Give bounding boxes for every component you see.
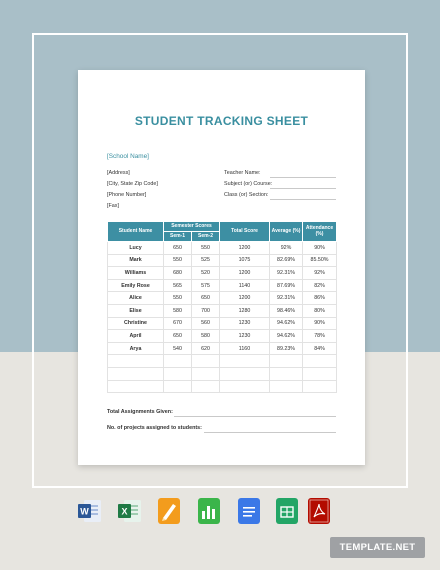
- cell-average: [270, 380, 303, 393]
- header-sem2: Sem-2: [192, 232, 220, 242]
- fax-line: [Fax]: [107, 203, 119, 209]
- pages-icon[interactable]: [158, 498, 180, 524]
- table-row: [108, 304, 337, 317]
- address-line: [Address]: [107, 170, 130, 176]
- cell-name: Arya: [108, 342, 164, 355]
- cell-sem2: 525: [192, 254, 220, 267]
- cell-sem1: 680: [164, 267, 192, 280]
- cell-total: 1230: [220, 317, 270, 330]
- cell-attendance: [303, 367, 337, 380]
- cell-total: [220, 367, 270, 380]
- assignments-field: [174, 416, 336, 417]
- subject-field: [270, 188, 336, 189]
- excel-icon[interactable]: [118, 498, 140, 524]
- projects-field: [204, 432, 336, 433]
- cell-total: 1200: [220, 267, 270, 280]
- cell-average: 89.23%: [270, 342, 303, 355]
- cell-sem1: 565: [164, 279, 192, 292]
- projects-label: No. of projects assigned to students:: [107, 425, 202, 431]
- cell-attendance: [303, 380, 337, 393]
- svg-text:X: X: [121, 506, 128, 517]
- cell-name: [108, 355, 164, 368]
- assignments-label: Total Assignments Given:: [107, 409, 173, 415]
- cell-name: Elise: [108, 304, 164, 317]
- pdf-icon[interactable]: [308, 498, 330, 524]
- cell-name: Emily Rose: [108, 279, 164, 292]
- table-row: [108, 330, 337, 343]
- header-average: Average (%): [270, 222, 303, 242]
- cell-attendance: 90%: [303, 242, 337, 255]
- cell-sem2: [192, 367, 220, 380]
- app-icons-row: [0, 498, 440, 526]
- svg-text:W: W: [80, 506, 89, 517]
- cell-sem1: 540: [164, 342, 192, 355]
- cell-attendance: 90%: [303, 317, 337, 330]
- student-table: [107, 221, 337, 393]
- cell-total: [220, 355, 270, 368]
- table-row: [108, 317, 337, 330]
- cell-name: Lucy: [108, 242, 164, 255]
- cell-total: 1230: [220, 330, 270, 343]
- cell-sem1: 580: [164, 304, 192, 317]
- table-row: [108, 292, 337, 305]
- cell-sem2: 575: [192, 279, 220, 292]
- cell-attendance: 78%: [303, 330, 337, 343]
- cell-average: 87.69%: [270, 279, 303, 292]
- cell-sem1: [164, 355, 192, 368]
- cell-sem2: 550: [192, 242, 220, 255]
- cell-name: Mark: [108, 254, 164, 267]
- cell-attendance: 86%: [303, 292, 337, 305]
- document-page: [78, 70, 365, 465]
- school-name: [School Name]: [107, 153, 149, 160]
- cell-sem1: 650: [164, 330, 192, 343]
- cell-attendance: 82%: [303, 279, 337, 292]
- table-row: [108, 267, 337, 280]
- table-row-empty: [108, 380, 337, 393]
- table-row: [108, 242, 337, 255]
- cell-attendance: 80%: [303, 304, 337, 317]
- header-sem1: Sem-1: [164, 232, 192, 242]
- google-docs-icon[interactable]: [238, 498, 260, 524]
- cell-name: April: [108, 330, 164, 343]
- cell-total: 1160: [220, 342, 270, 355]
- word-icon[interactable]: [78, 498, 100, 524]
- class-field: [270, 199, 336, 200]
- cell-average: 92.31%: [270, 267, 303, 280]
- cell-average: 94.62%: [270, 317, 303, 330]
- cell-average: 92.31%: [270, 292, 303, 305]
- table-row-empty: [108, 367, 337, 380]
- template-net-logo[interactable]: TEMPLATE.NET: [330, 537, 425, 558]
- subject-label: Subject (or) Course:: [224, 181, 273, 187]
- cell-average: 82.69%: [270, 254, 303, 267]
- table-row-empty: [108, 355, 337, 368]
- cell-sem1: 550: [164, 254, 192, 267]
- cell-sem1: [164, 380, 192, 393]
- cell-sem1: [164, 367, 192, 380]
- cell-total: 1200: [220, 242, 270, 255]
- cell-sem2: [192, 380, 220, 393]
- cell-average: 92%: [270, 242, 303, 255]
- cell-name: [108, 380, 164, 393]
- header-attendance: Attendance (%): [303, 222, 337, 242]
- teacher-name-label: Teacher Name:: [224, 170, 261, 176]
- cell-total: 1200: [220, 292, 270, 305]
- cell-average: [270, 367, 303, 380]
- cell-name: Williams: [108, 267, 164, 280]
- cell-sem2: 560: [192, 317, 220, 330]
- cell-sem1: 550: [164, 292, 192, 305]
- header-total-score: Total Score: [220, 222, 270, 242]
- cell-total: 1075: [220, 254, 270, 267]
- cell-sem2: 650: [192, 292, 220, 305]
- phone-line: [Phone Number]: [107, 192, 147, 198]
- cell-sem1: 670: [164, 317, 192, 330]
- cell-sem2: 700: [192, 304, 220, 317]
- table-row: [108, 342, 337, 355]
- cell-sem2: [192, 355, 220, 368]
- cell-attendance: [303, 355, 337, 368]
- cell-sem2: 620: [192, 342, 220, 355]
- google-sheets-icon[interactable]: [276, 498, 298, 524]
- class-label: Class (or) Section:: [224, 192, 269, 198]
- header-semester-scores: Semester Scores: [164, 222, 220, 232]
- cell-total: 1140: [220, 279, 270, 292]
- cell-total: [220, 380, 270, 393]
- document-title: STUDENT TRACKING SHEET: [134, 114, 309, 128]
- cell-attendance: 84%: [303, 342, 337, 355]
- cell-sem2: 520: [192, 267, 220, 280]
- cell-attendance: 92%: [303, 267, 337, 280]
- cell-sem1: 650: [164, 242, 192, 255]
- table-row: [108, 279, 337, 292]
- cell-average: 94.62%: [270, 330, 303, 343]
- city-line: [City, State Zip Code]: [107, 181, 158, 187]
- header-student-name: Student Name: [108, 222, 164, 242]
- cell-average: [270, 355, 303, 368]
- numbers-icon[interactable]: [198, 498, 220, 524]
- table-row: [108, 254, 337, 267]
- cell-name: Christine: [108, 317, 164, 330]
- cell-attendance: 85.50%: [303, 254, 337, 267]
- cell-name: [108, 367, 164, 380]
- cell-average: 98.46%: [270, 304, 303, 317]
- cell-name: Alice: [108, 292, 164, 305]
- cell-total: 1280: [220, 304, 270, 317]
- cell-sem2: 580: [192, 330, 220, 343]
- teacher-name-field: [270, 177, 336, 178]
